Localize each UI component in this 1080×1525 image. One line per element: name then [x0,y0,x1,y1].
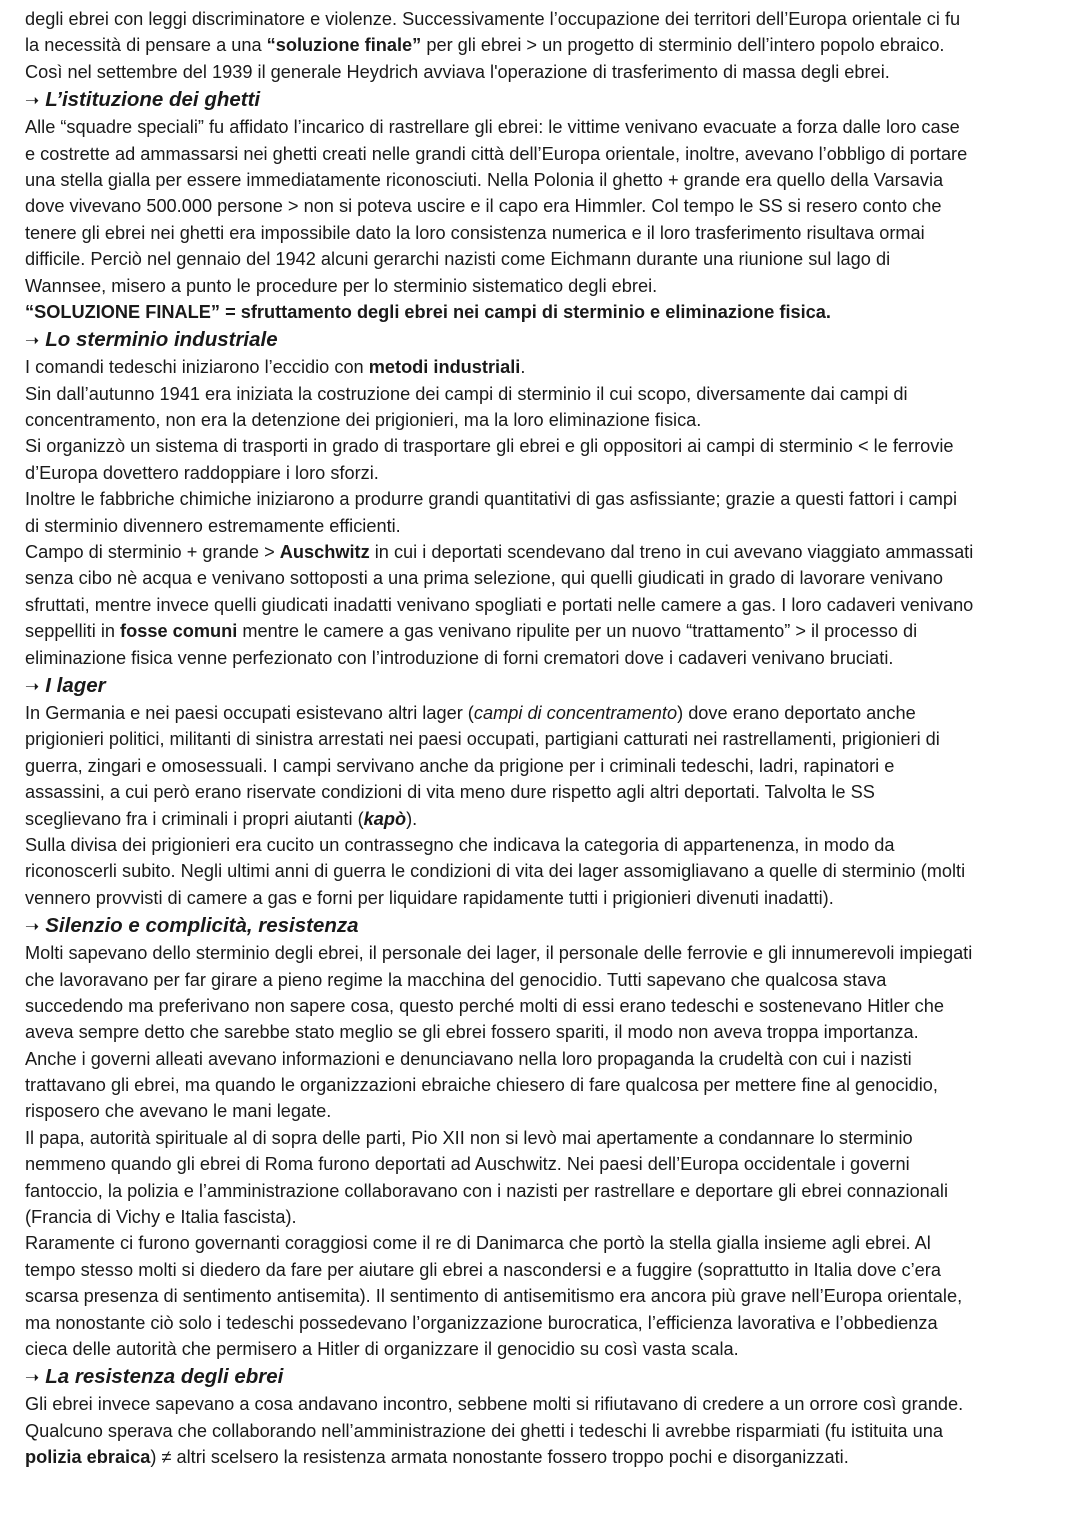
text-run: dove vivevano 500.000 persone > non si poteva uscire e il capo era Himmler. Col tempo le SS si resero conto che [25,196,942,217]
text-run: Molti sapevano dello sterminio degli ebrei, il personale dei lager, il personale delle ferrovie e gli innumerevoli impiegati [25,943,973,964]
text-run: Si organizzò un sistema di trasporti in grado di trasportare gli ebrei e gli oppositori ai campi di sterminio < le ferrovie [25,436,954,457]
text-line [25,1391,1066,1417]
text-run: Qualcuno sperava che collaborando nell’amministrazione dei ghetti i tedeschi li avrebbe risparmiati (fu istituita una [25,1420,943,1441]
text-run: Raramente ci furono governanti coraggiosi come il re di Danimarca che portò la stella gialla insieme agli ebrei. Al [25,1233,931,1254]
text-line [25,1310,1066,1336]
text-line [25,700,1066,726]
section-heading [25,672,1066,700]
text-run: mentre le camere a gas venivano ripulite per un nuovo “trattamento” > il processo di [237,621,918,642]
text-run: ). [406,808,418,829]
text-line [25,1230,1066,1256]
text-line [25,167,1066,193]
text-line [25,273,1066,299]
text-line [25,885,1066,911]
text-line [25,1283,1066,1309]
text-run: che lavoravano per far girare a pieno regime la macchina del genocidio. Tutti sapevano che qualcosa stava [25,969,887,990]
text-run: succedendo ma preferivano non sapere cosa, questo perché molti di essi erano tedeschi e sostenevano Hitler che [25,995,945,1016]
text-line [25,1444,1066,1470]
text-run: tenere gli ebrei nei ghetti era impossibile dato la loro consistenza numerica e il loro trasferimento risultava ormai [25,222,925,243]
text-run: seppelliti in [25,621,121,642]
text-line [25,460,1066,486]
section [25,326,1066,671]
text-line [25,779,1066,805]
text-run: vennero provvisti di camere a gas e forni per liquidare rapidamente tutti i prigionieri divenuti inadatti). [25,887,834,908]
text-line [25,1418,1066,1444]
text-run: di sterminio divennero estremamente efficienti. [25,515,401,536]
text-run: per gli ebrei > un progetto di sterminio dell’intero popolo ebraico. [421,35,945,56]
text-run: sceglievano fra i criminali i propri aiutanti ( [25,808,364,829]
bold-term: “soluzione finale” [266,35,422,56]
text-run: Wannsee, misero a punto le procedure per lo sterminio sistematico degli ebrei. [25,275,658,296]
text-line [25,753,1066,779]
text-line [25,407,1066,433]
text-run: Campo di sterminio + grande > [25,542,280,563]
arrow-icon: ➝ [25,91,40,111]
text-run: d’Europa dovettero raddoppiare i loro sforzi. [25,462,379,483]
text-run: in cui i deportati scendevano dal treno in cui avevano viaggiato ammassati [369,542,974,563]
text-line [25,381,1066,407]
bold-italic-term: kapò [363,808,407,829]
text-run: fantoccio, la polizia e l’amministrazione collaboravano con i nazisti per rastrellare e deportare gli ebrei connazionali [25,1180,948,1201]
bold-term: Auschwitz [279,542,370,563]
text-run: Il papa, autorità spirituale al di sopra delle parti, Pio XII non si levò mai apertamente a condannare lo sterminio [25,1127,913,1148]
bold-term: metodi industriali [368,357,521,378]
text-line [25,1204,1066,1230]
text-line [25,1257,1066,1283]
arrow-icon: ➝ [25,331,40,351]
text-line [25,858,1066,884]
text-line [25,565,1066,591]
text-run: sfruttati, mentre invece quelli giudicati inadatti venivano spogliati e portati nelle camere a gas. I loro cadaveri venivano [25,594,974,615]
text-run: ma nonostante ciò solo i tedeschi possedevano l’organizzazione burocratica, l’efficienza lavorativa e l’obbedienza [25,1312,938,1333]
text-run: Anche i governi alleati avevano informazioni e denunciavano nella loro propaganda la crudeltà con cui i nazisti [25,1048,912,1069]
text-run: trattavano gli ebrei, ma quando le organizzazioni ebraiche chiesero di fare qualcosa per mettere fine al genocidio, [25,1075,938,1096]
section-heading [25,86,1066,114]
text-line [25,1151,1066,1177]
text-run: difficile. Perciò nel gennaio del 1942 alcuni gerarchi nazisti come Eichmann durante una riunione sul lago di [25,249,891,270]
text-run: Sin dall’autunno 1941 era iniziata la costruzione dei campi di sterminio il cui scopo, diversamente dai campi di [25,383,908,404]
text-line [25,726,1066,752]
text-run: Alle “squadre speciali” fu affidato l’incarico di rastrellare gli ebrei: le vittime venivano evacuate a forza dalle loro case [25,117,960,138]
text-line [25,1125,1066,1151]
text-run: Gli ebrei invece sapevano a cosa andavano incontro, sebbene molti si rifiutavano di credere a un orrore così grande. [25,1394,964,1415]
sections-container [25,86,1066,1470]
text-line [25,6,1066,32]
text-line [25,645,1066,671]
text-line [25,618,1066,644]
section-heading [25,1363,1066,1391]
text-run: Sulla divisa dei prigionieri era cucito un contrassegno che indicava la categoria di appartenenza, in modo da [25,834,895,855]
text-run: (Francia di Vichy e Italia fascista). [25,1207,297,1228]
text-line [25,486,1066,512]
text-run: risposero che avevano le mani legate. [25,1101,332,1122]
text-line [25,354,1066,380]
text-line [25,592,1066,618]
section-heading [25,912,1066,940]
text-run: assassini, a cui però erano riservate condizioni di vita meno dure rispetto agli altri deportati. Talvolta le SS [25,782,875,803]
text-run: tempo stesso molti si diedero da fare per aiutare gli ebrei a nascondersi e a fuggire (soprattutto in Italia dove c’era [25,1259,941,1280]
text-line [25,246,1066,272]
arrow-icon: ➝ [25,1368,40,1388]
text-run: eliminazione fisica venne perfezionato con l’introduzione di forni crematori dove i cadaveri venivano bruciati. [25,647,894,668]
text-line [25,539,1066,565]
text-line [25,32,1066,58]
text-line [25,1072,1066,1098]
text-line [25,806,1066,832]
text-run: Così nel settembre del 1939 il generale Heydrich avviava l'operazione di trasferimento di massa degli ebrei. [25,61,890,82]
text-run: una stella gialla per essere immediatamente riconosciuti. Nella Polonia il ghetto + grande era quello della Varsavia [25,169,944,190]
text-run: senza cibo nè acqua e venivano sottoposti a una prima selezione, qui quelli giudicati in grado di lavorare venivano [25,568,944,589]
text-line [25,993,1066,1019]
text-line [25,967,1066,993]
section-title: Lo sterminio industriale [45,328,278,352]
italic-term: campi di concentramento [473,702,678,723]
section-title: Silenzio e complicità, resistenza [45,914,359,938]
text-line [25,1046,1066,1072]
text-line [25,513,1066,539]
text-line [25,433,1066,459]
text-line [25,940,1066,966]
text-run: prigionieri politici, militanti di sinistra arrestati nei paesi occupati, partigiani catturati nei rastrellamenti, prigionieri di [25,729,940,750]
text-line [25,114,1066,140]
text-run: riconoscerli subito. Negli ultimi anni di guerra le condizioni di vita dei lager assomigliavano a quelle di sterminio (molti [25,861,966,882]
text-run: guerra, zingari e omosessuali. I campi servivano anche da prigione per i criminali tedeschi, ladri, rapinatori e [25,755,895,776]
section [25,1363,1066,1470]
text-line [25,299,1066,325]
section [25,912,1066,1362]
text-run: concentramento, non era la detenzione dei prigionieri, ma la loro eliminazione fisica. [25,410,702,431]
text-run: . [520,357,526,378]
text-run: Inoltre le fabbriche chimiche iniziarono a produrre grandi quantitativi di gas asfissiante; grazie a questi fattori i campi [25,489,958,510]
section-heading [25,326,1066,354]
arrow-icon: ➝ [25,917,40,937]
text-run: cieca delle autorità che permisero a Hitler di organizzare il genocidio su così vasta scala. [25,1338,739,1359]
text-run: la necessità di pensare a una [25,35,267,56]
text-line [25,193,1066,219]
bold-term: “SOLUZIONE FINALE” = sfruttamento degli ebrei nei campi di sterminio e eliminazione fisica. [25,301,831,322]
text-line [25,1098,1066,1124]
section [25,86,1066,325]
text-line [25,141,1066,167]
text-line [25,220,1066,246]
bold-term: fosse comuni [120,621,238,642]
section-title: La resistenza degli ebrei [45,1365,284,1389]
text-run: scarsa presenza di sentimento antisemita). Il sentimento di antisemitismo era ancora più grave nell’Europa orientale, [25,1286,963,1307]
text-run: nemmeno quando gli ebrei di Roma furono deportati ad Auschwitz. Nei paesi dell’Europa occidentale i governi [25,1154,910,1175]
text-line [25,59,1066,85]
section [25,672,1066,911]
text-run: degli ebrei con leggi discriminatore e violenze. Successivamente l’occupazione dei territori dell’Europa orientale ci fu [25,9,961,29]
text-line [25,832,1066,858]
bold-term: polizia ebraica [25,1447,151,1468]
text-run: aveva sempre detto che sarebbe stato meglio se gli ebrei fossero spariti, il modo non aveva troppa importanza. [25,1022,919,1043]
text-run: In Germania e nei paesi occupati esistevano altri lager ( [25,702,474,723]
text-run: ) ≠ altri scelsero la resistenza armata nonostante fossero troppo pochi e disorganizzati. [150,1447,849,1468]
text-line [25,1336,1066,1362]
text-run: I comandi tedeschi iniziarono l’eccidio con [25,357,369,378]
text-line [25,1019,1066,1045]
text-line [25,1178,1066,1204]
text-run: e costrette ad ammassarsi nei ghetti creati nelle grandi città dell’Europa orientale, inoltre, avevano l’obbligo di portare [25,143,968,164]
arrow-icon: ➝ [25,676,40,696]
section-title: L’istituzione dei ghetti [45,88,261,112]
section-title: I lager [45,673,106,697]
text-run: ) dove erano deportato anche [677,702,916,723]
intro-paragraph [25,6,1066,85]
